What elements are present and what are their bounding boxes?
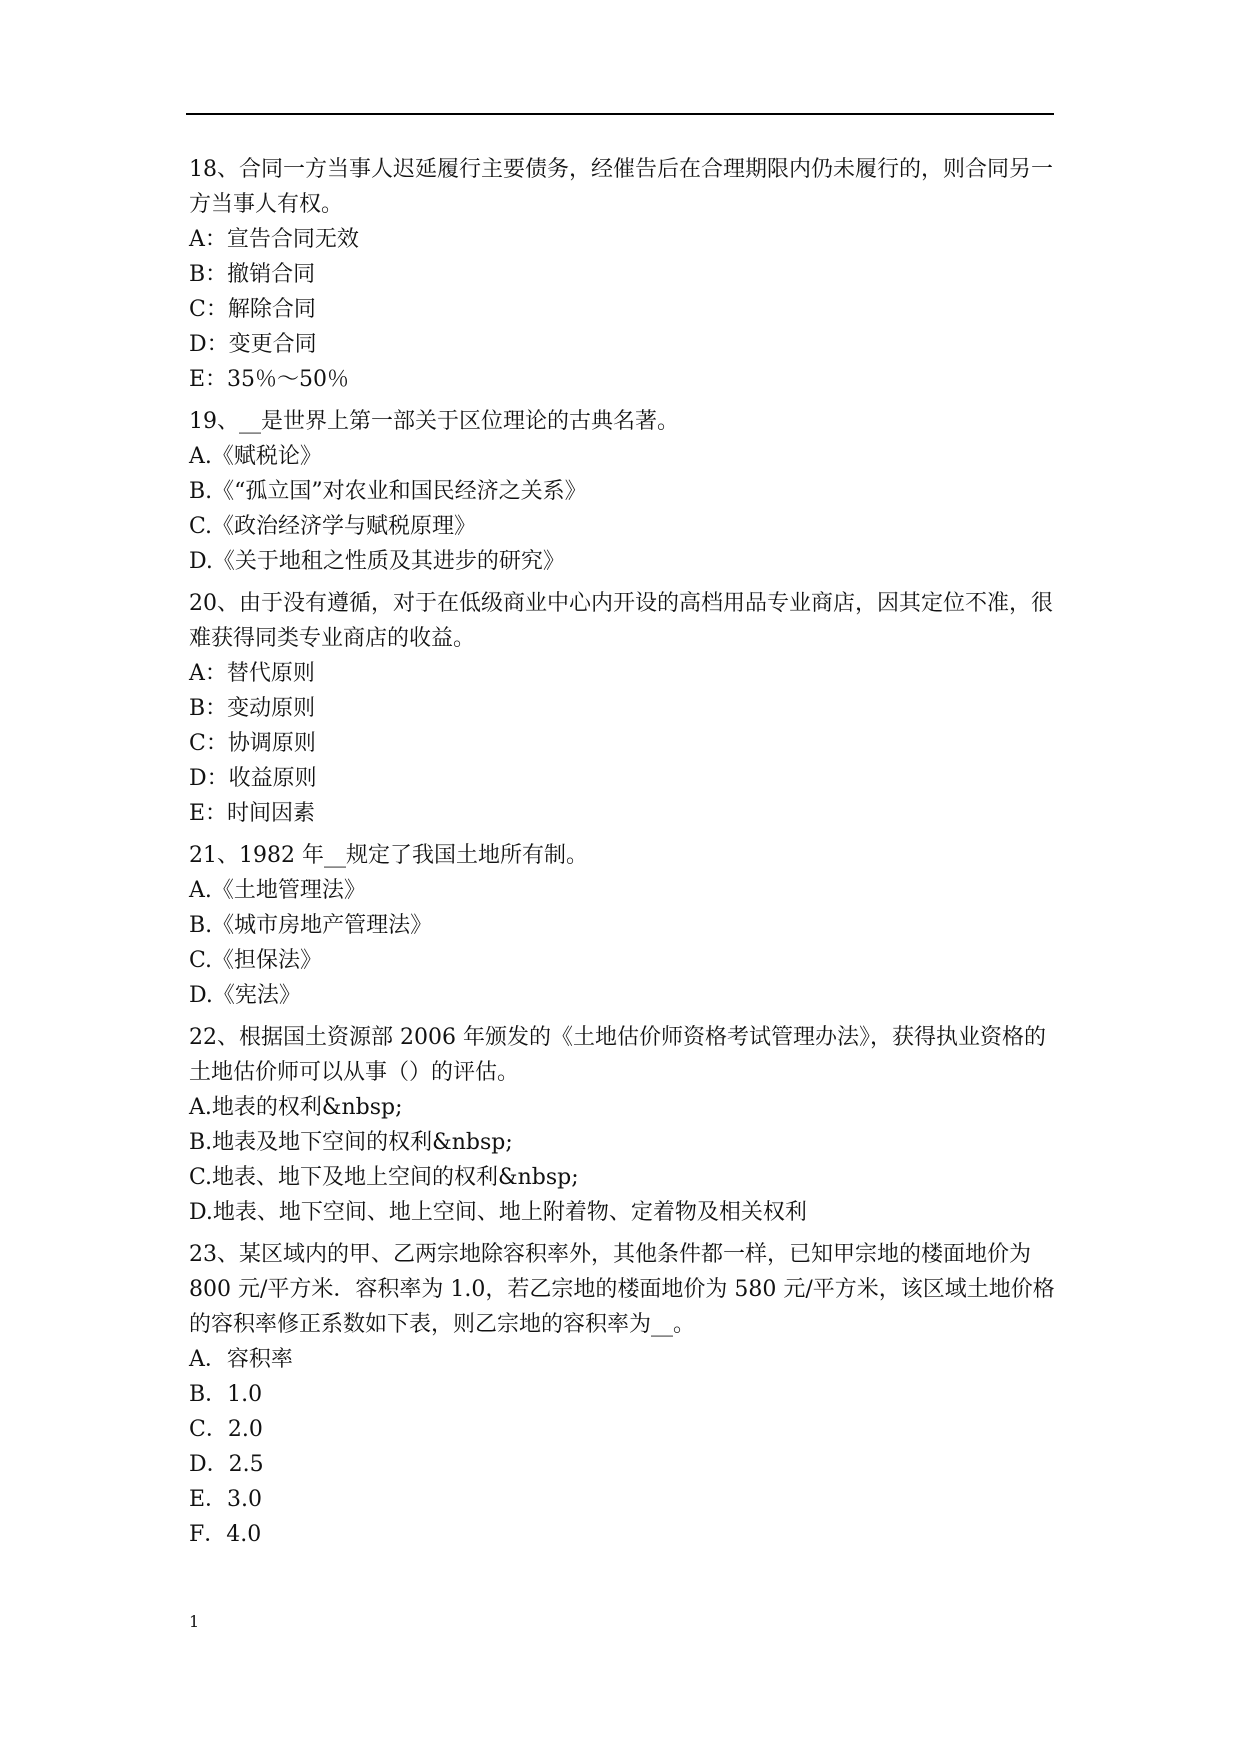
option-b: B.《城市房地产管理法》: [189, 913, 433, 938]
question-list: [189, 152, 1055, 1559]
question-text: 23、某区域内的甲、乙两宗地除容积率外，其他条件都一样，已知甲宗地的楼面地价为 800 元/平方米．容积率为 1.0，若乙宗地的楼面地价为 580 元/平方米，该区域土地价格的容积率修正系数如下表，则乙宗地的容积率为__。: [189, 1242, 1055, 1337]
option-b: B：变动原则: [189, 696, 316, 721]
option-e: E．3.0: [189, 1487, 263, 1512]
option-c: C.《担保法》: [189, 948, 323, 973]
question-text: 22、根据国土资源部 2006 年颁发的《土地估价师资格考试管理办法》，获得执业资格的土地估价师可以从事（）的评估。: [189, 1025, 1046, 1085]
option-a: A.《赋税论》: [189, 444, 322, 469]
option-b: B.《“孤立国”对农业和国民经济之关系》: [189, 479, 587, 504]
option-d: D.《关于地租之性质及其进步的研究》: [189, 549, 565, 574]
question-text: 19、__是世界上第一部关于区位理论的古典名著。: [189, 409, 679, 434]
option-a: A：宣告合同无效: [189, 227, 359, 252]
option-d: D：收益原则: [189, 766, 317, 791]
option-b: B：撤销合同: [189, 262, 316, 287]
option-c: C：解除合同: [189, 297, 316, 322]
question-18: [189, 152, 1055, 397]
question-21: [189, 838, 1055, 1013]
option-a: A：替代原则: [189, 661, 315, 686]
question-19: [189, 404, 1055, 579]
option-b: B．1.0: [189, 1382, 263, 1407]
option-e: E：35％～50％: [189, 367, 350, 392]
question-20: [189, 586, 1055, 831]
question-text: 21、1982 年__规定了我国土地所有制。: [189, 843, 588, 868]
option-d: D.《宪法》: [189, 983, 301, 1008]
question-text: 20、由于没有遵循，对于在低级商业中心内开设的高档用品专业商店，因其定位不准，很难获得同类专业商店的收益。: [189, 591, 1053, 651]
option-c: C：协调原则: [189, 731, 316, 756]
option-c: C.《政治经济学与赋税原理》: [189, 514, 477, 539]
page-number: 1: [189, 1612, 200, 1631]
option-c: C．2.0: [189, 1417, 263, 1442]
option-d: D．2.5: [189, 1452, 264, 1477]
question-text: 18、合同一方当事人迟延履行主要债务，经催告后在合理期限内仍未履行的，则合同另一方当事人有权。: [189, 157, 1053, 217]
option-e: E：时间因素: [189, 801, 316, 826]
header-rule: [186, 113, 1054, 115]
option-d: D：变更合同: [189, 332, 317, 357]
question-22: [189, 1020, 1055, 1230]
option-c: C.地表、地下及地上空间的权利&nbsp;: [189, 1165, 579, 1190]
option-f: F．4.0: [189, 1522, 262, 1547]
option-a: A.地表的权利&nbsp;: [189, 1095, 403, 1120]
option-b: B.地表及地下空间的权利&nbsp;: [189, 1130, 513, 1155]
question-23: [189, 1237, 1055, 1552]
option-a: A.《土地管理法》: [189, 878, 366, 903]
option-a: A．容积率: [189, 1347, 293, 1372]
option-d: D.地表、地下空间、地上空间、地上附着物、定着物及相关权利: [189, 1200, 807, 1225]
